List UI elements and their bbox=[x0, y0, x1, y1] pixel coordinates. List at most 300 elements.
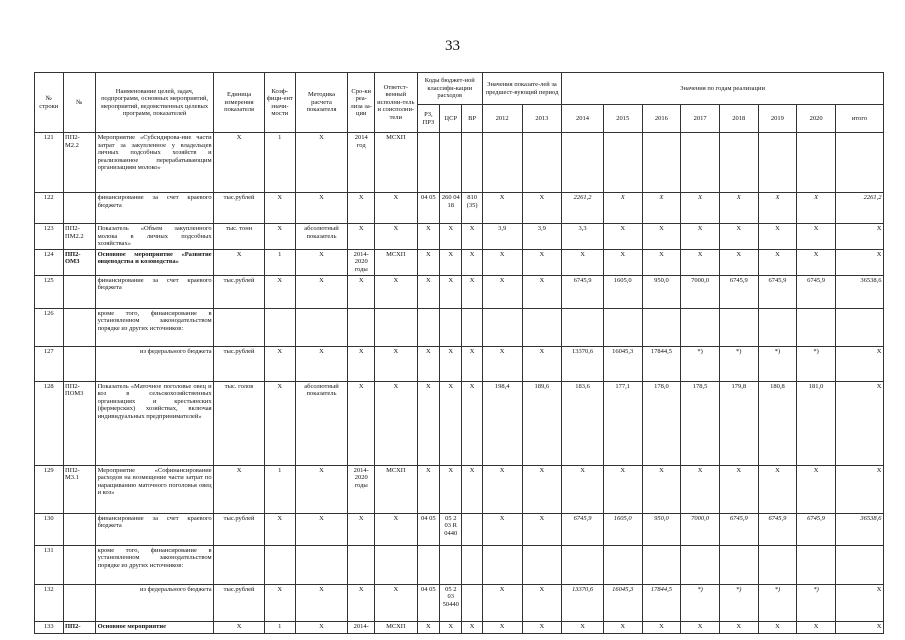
row-number-cell: 123 bbox=[35, 224, 64, 250]
method-cell: X bbox=[295, 249, 348, 275]
year-value-cell bbox=[681, 308, 720, 346]
year-value-cell: X bbox=[758, 224, 797, 250]
method-cell bbox=[295, 545, 348, 584]
term-cell: 2014 год bbox=[348, 133, 374, 193]
prev-value-cell bbox=[522, 133, 562, 193]
year-value-cell: 17844,5 bbox=[642, 346, 681, 381]
table-row bbox=[35, 275, 884, 308]
header-year: 2018 bbox=[719, 105, 758, 133]
prev-value-cell bbox=[482, 133, 522, 193]
vr-cell bbox=[462, 308, 482, 346]
coefficient-cell: X bbox=[265, 224, 296, 250]
year-value-cell: 177,1 bbox=[603, 381, 642, 465]
executor-cell: МСХП bbox=[374, 465, 417, 513]
year-value-cell: 1605,0 bbox=[603, 513, 642, 545]
header-csr: ЦСР bbox=[440, 105, 462, 133]
prev-value-cell bbox=[482, 545, 522, 584]
item-code-cell bbox=[63, 346, 96, 381]
method-cell: X bbox=[295, 275, 348, 308]
prev-value-cell: X bbox=[522, 621, 562, 633]
table-row bbox=[35, 249, 884, 275]
term-cell: 2014-2020 годы bbox=[348, 249, 374, 275]
prev-value-cell bbox=[482, 308, 522, 346]
table-row bbox=[35, 621, 884, 633]
unit-cell: X bbox=[214, 133, 265, 193]
rz-cell bbox=[417, 545, 439, 584]
header-year: 2012 bbox=[482, 105, 522, 133]
year-value-cell: X bbox=[681, 621, 720, 633]
year-value-cell: 16045,3 bbox=[603, 584, 642, 621]
coefficient-cell: X bbox=[265, 275, 296, 308]
header-coefficient: Коэф-фици-ент значи-мости bbox=[265, 73, 296, 133]
prev-value-cell: X bbox=[482, 584, 522, 621]
header-rz: РЗ, ПРЗ bbox=[417, 105, 439, 133]
unit-cell: тыс.рублей bbox=[214, 513, 265, 545]
row-number-cell: 124 bbox=[35, 249, 64, 275]
year-value-cell: 183,6 bbox=[562, 381, 604, 465]
prev-value-cell: X bbox=[522, 465, 562, 513]
vr-cell: X bbox=[462, 346, 482, 381]
prev-value-cell: X bbox=[482, 621, 522, 633]
year-value-cell bbox=[719, 545, 758, 584]
term-cell: X bbox=[348, 224, 374, 250]
row-number-cell: 129 bbox=[35, 465, 64, 513]
year-value-cell: X bbox=[603, 465, 642, 513]
executor-cell: X bbox=[374, 346, 417, 381]
vr-cell bbox=[462, 133, 482, 193]
year-value-cell: 6745,9 bbox=[797, 513, 836, 545]
total-value-cell: 36538,6 bbox=[835, 513, 883, 545]
table-row bbox=[35, 308, 884, 346]
table-row bbox=[35, 346, 884, 381]
year-value-cell: X bbox=[758, 193, 797, 224]
vr-cell: X bbox=[462, 224, 482, 250]
row-number-cell: 126 bbox=[35, 308, 64, 346]
year-value-cell: *) bbox=[758, 346, 797, 381]
item-code-cell bbox=[63, 584, 96, 621]
year-value-cell bbox=[797, 308, 836, 346]
coefficient-cell: 1 bbox=[265, 249, 296, 275]
header-vr: ВР bbox=[462, 105, 482, 133]
item-name-cell: из федерального бюджета bbox=[96, 584, 214, 621]
year-value-cell: X bbox=[642, 224, 681, 250]
header-prev-period: Значения показате-лей за предшест-вующий период bbox=[482, 73, 561, 105]
total-value-cell: X bbox=[835, 346, 883, 381]
year-value-cell: X bbox=[603, 193, 642, 224]
total-value-cell: X bbox=[835, 381, 883, 465]
rz-cell bbox=[417, 133, 439, 193]
year-value-cell: 6745,9 bbox=[719, 513, 758, 545]
total-value-cell: 2261,2 bbox=[835, 193, 883, 224]
executor-cell: X bbox=[374, 381, 417, 465]
year-value-cell bbox=[758, 308, 797, 346]
csr-cell: X bbox=[440, 275, 462, 308]
unit-cell: тыс.рублей bbox=[214, 346, 265, 381]
header-method: Методика расчета показателя bbox=[295, 73, 348, 133]
year-value-cell bbox=[562, 133, 604, 193]
year-value-cell bbox=[603, 308, 642, 346]
prev-value-cell: X bbox=[482, 346, 522, 381]
vr-cell bbox=[462, 545, 482, 584]
term-cell: X bbox=[348, 346, 374, 381]
coefficient-cell: 1 bbox=[265, 465, 296, 513]
table-row bbox=[35, 513, 884, 545]
year-value-cell bbox=[719, 133, 758, 193]
term-cell bbox=[348, 545, 374, 584]
prev-value-cell: X bbox=[522, 513, 562, 545]
unit-cell: X bbox=[214, 465, 265, 513]
item-name-cell: финансирование за счет краевого бюджета bbox=[96, 275, 214, 308]
total-value-cell: X bbox=[835, 224, 883, 250]
total-value-cell: X bbox=[835, 249, 883, 275]
csr-cell: 05 2 03 50440 bbox=[440, 584, 462, 621]
program-indicators-table bbox=[34, 72, 884, 634]
year-value-cell: X bbox=[562, 465, 604, 513]
rz-cell: X bbox=[417, 621, 439, 633]
rz-cell: X bbox=[417, 381, 439, 465]
executor-cell bbox=[374, 545, 417, 584]
year-value-cell: 950,0 bbox=[642, 513, 681, 545]
year-value-cell: X bbox=[603, 249, 642, 275]
rz-cell: X bbox=[417, 346, 439, 381]
header-year: 2017 bbox=[681, 105, 720, 133]
total-value-cell: X bbox=[835, 465, 883, 513]
method-cell: X bbox=[295, 513, 348, 545]
method-cell: X bbox=[295, 621, 348, 633]
year-value-cell bbox=[719, 308, 758, 346]
vr-cell: X bbox=[462, 275, 482, 308]
term-cell: X bbox=[348, 584, 374, 621]
prev-value-cell: X bbox=[482, 193, 522, 224]
year-value-cell: *) bbox=[719, 346, 758, 381]
year-value-cell: *) bbox=[797, 584, 836, 621]
prev-value-cell: X bbox=[522, 275, 562, 308]
executor-cell: X bbox=[374, 584, 417, 621]
year-value-cell: X bbox=[642, 249, 681, 275]
header-year: 2015 bbox=[603, 105, 642, 133]
table-row bbox=[35, 545, 884, 584]
method-cell: X bbox=[295, 584, 348, 621]
coefficient-cell: X bbox=[265, 193, 296, 224]
year-value-cell bbox=[562, 545, 604, 584]
method-cell: X bbox=[295, 133, 348, 193]
year-value-cell: X bbox=[681, 465, 720, 513]
item-name-cell: Мероприятие «Софинансирование расходов на возмещение части затрат по наращиванию маточного поголовья овец и коз» bbox=[96, 465, 214, 513]
total-value-cell bbox=[835, 308, 883, 346]
header-year: 2014 bbox=[562, 105, 604, 133]
item-code-cell bbox=[63, 193, 96, 224]
prev-value-cell: 3,9 bbox=[522, 224, 562, 250]
header-executor: Ответст-венный исполни-тель и соисполни-тели bbox=[374, 73, 417, 133]
item-name-cell: финансирование за счет краевого бюджета bbox=[96, 193, 214, 224]
row-number-cell: 125 bbox=[35, 275, 64, 308]
coefficient-cell: X bbox=[265, 513, 296, 545]
term-cell bbox=[348, 308, 374, 346]
executor-cell: МСХП bbox=[374, 249, 417, 275]
unit-cell: тыс.рублей bbox=[214, 193, 265, 224]
year-value-cell: X bbox=[681, 224, 720, 250]
year-value-cell: 2261,2 bbox=[562, 193, 604, 224]
term-cell: X bbox=[348, 193, 374, 224]
method-cell bbox=[295, 308, 348, 346]
coefficient-cell: 1 bbox=[265, 621, 296, 633]
year-value-cell: X bbox=[758, 621, 797, 633]
unit-cell bbox=[214, 308, 265, 346]
method-cell: X bbox=[295, 346, 348, 381]
year-value-cell: 6745,9 bbox=[758, 275, 797, 308]
rz-cell: 04 05 bbox=[417, 193, 439, 224]
year-value-cell: 180,8 bbox=[758, 381, 797, 465]
vr-cell bbox=[462, 584, 482, 621]
unit-cell: X bbox=[214, 621, 265, 633]
csr-cell: X bbox=[440, 465, 462, 513]
csr-cell: X bbox=[440, 381, 462, 465]
prev-value-cell: X bbox=[522, 193, 562, 224]
coefficient-cell bbox=[265, 545, 296, 584]
total-value-cell bbox=[835, 545, 883, 584]
row-number-cell: 122 bbox=[35, 193, 64, 224]
year-value-cell: 178,0 bbox=[642, 381, 681, 465]
total-value-cell: 36538,6 bbox=[835, 275, 883, 308]
prev-value-cell: X bbox=[482, 275, 522, 308]
coefficient-cell bbox=[265, 308, 296, 346]
item-name-cell: Основное мероприятие «Развитие овцеводства и козоводства» bbox=[96, 249, 214, 275]
prev-value-cell: X bbox=[482, 513, 522, 545]
vr-cell: 810 (35) bbox=[462, 193, 482, 224]
year-value-cell bbox=[603, 133, 642, 193]
term-cell: X bbox=[348, 275, 374, 308]
prev-value-cell bbox=[522, 308, 562, 346]
term-cell: X bbox=[348, 513, 374, 545]
row-number-cell: 133 bbox=[35, 621, 64, 633]
year-value-cell: *) bbox=[797, 346, 836, 381]
executor-cell: X bbox=[374, 275, 417, 308]
vr-cell: X bbox=[462, 621, 482, 633]
item-code-cell: ПП2-М3.1 bbox=[63, 465, 96, 513]
year-value-cell bbox=[603, 545, 642, 584]
item-name-cell: кроме того, финансирование в установленном законодательством порядке из других источников: bbox=[96, 308, 214, 346]
term-cell: 2014-2020 годы bbox=[348, 465, 374, 513]
item-code-cell: ПП2-ОМ3 bbox=[63, 249, 96, 275]
header-unit: Единица измерения показателя bbox=[214, 73, 265, 133]
table-row bbox=[35, 133, 884, 193]
row-number-cell: 130 bbox=[35, 513, 64, 545]
term-cell: X bbox=[348, 381, 374, 465]
coefficient-cell: X bbox=[265, 346, 296, 381]
vr-cell bbox=[462, 513, 482, 545]
year-value-cell: X bbox=[797, 193, 836, 224]
item-name-cell: Основное мероприятие bbox=[96, 621, 214, 633]
rz-cell: 04 05 bbox=[417, 584, 439, 621]
prev-value-cell: X bbox=[522, 584, 562, 621]
year-value-cell: X bbox=[797, 249, 836, 275]
year-value-cell: 17844,5 bbox=[642, 584, 681, 621]
year-value-cell: X bbox=[603, 224, 642, 250]
year-value-cell: *) bbox=[758, 584, 797, 621]
table-header bbox=[35, 73, 884, 133]
year-value-cell: 181,0 bbox=[797, 381, 836, 465]
item-name-cell: финансирование за счет краевого бюджета bbox=[96, 513, 214, 545]
year-value-cell: X bbox=[681, 193, 720, 224]
year-value-cell bbox=[797, 545, 836, 584]
coefficient-cell: X bbox=[265, 381, 296, 465]
year-value-cell bbox=[797, 133, 836, 193]
header-year: 2013 bbox=[522, 105, 562, 133]
table-row bbox=[35, 224, 884, 250]
year-value-cell bbox=[681, 133, 720, 193]
csr-cell: 260 04 18 bbox=[440, 193, 462, 224]
item-code-cell: ПП2- bbox=[63, 621, 96, 633]
year-value-cell: X bbox=[642, 465, 681, 513]
header-name: Наименование целей, задач, подпрограмм, основных мероприятий, мероприятий, ведомственных целевых программ, показателей bbox=[96, 73, 214, 133]
item-name-cell: из федерального бюджета bbox=[96, 346, 214, 381]
year-value-cell: X bbox=[797, 224, 836, 250]
item-code-cell: ПП2-ПМ2.2 bbox=[63, 224, 96, 250]
header-by-years: Значения по годам реализации bbox=[562, 73, 884, 105]
prev-value-cell: 189,6 bbox=[522, 381, 562, 465]
year-value-cell bbox=[642, 308, 681, 346]
vr-cell: X bbox=[462, 381, 482, 465]
header-term: Сро-ки реа-лиза за-ции bbox=[348, 73, 374, 133]
executor-cell: МСХП bbox=[374, 133, 417, 193]
item-name-cell: Мероприятие «Субсидирова-ние части затрат за закупленное у владельцев личных подсобных хозяйств и реализованное перерабатывающим организациям молоко» bbox=[96, 133, 214, 193]
year-value-cell: X bbox=[758, 249, 797, 275]
year-value-cell: X bbox=[719, 249, 758, 275]
page-number: 33 bbox=[445, 38, 460, 54]
year-value-cell: X bbox=[603, 621, 642, 633]
header-budget-codes: Коды бюджет-ной классифи-кации расходов bbox=[417, 73, 482, 105]
item-code-cell bbox=[63, 545, 96, 584]
unit-cell: X bbox=[214, 249, 265, 275]
item-name-cell: кроме того, финансирование в установленном законодательством порядке из других источников: bbox=[96, 545, 214, 584]
year-value-cell: 950,0 bbox=[642, 275, 681, 308]
executor-cell: X bbox=[374, 513, 417, 545]
table-row bbox=[35, 381, 884, 465]
rz-cell: X bbox=[417, 465, 439, 513]
item-code-cell bbox=[63, 308, 96, 346]
header-year: 2019 bbox=[758, 105, 797, 133]
method-cell: абсолютный показатель bbox=[295, 224, 348, 250]
method-cell: X bbox=[295, 465, 348, 513]
rz-cell: X bbox=[417, 224, 439, 250]
year-value-cell: X bbox=[562, 249, 604, 275]
prev-value-cell bbox=[522, 545, 562, 584]
item-code-cell: ПП2-ПОМ3 bbox=[63, 381, 96, 465]
unit-cell: тыс.рублей bbox=[214, 275, 265, 308]
year-value-cell: X bbox=[719, 621, 758, 633]
item-code-cell: ПП2-М2.2 bbox=[63, 133, 96, 193]
executor-cell: X bbox=[374, 193, 417, 224]
year-value-cell bbox=[758, 545, 797, 584]
unit-cell: тыс. голов bbox=[214, 381, 265, 465]
table-row bbox=[35, 584, 884, 621]
vr-cell: X bbox=[462, 249, 482, 275]
year-value-cell: X bbox=[719, 224, 758, 250]
prev-value-cell: X bbox=[482, 249, 522, 275]
coefficient-cell: 1 bbox=[265, 133, 296, 193]
year-value-cell: X bbox=[719, 465, 758, 513]
header-row-number: № строки bbox=[35, 73, 64, 133]
coefficient-cell: X bbox=[265, 584, 296, 621]
executor-cell: X bbox=[374, 224, 417, 250]
term-cell: 2014- bbox=[348, 621, 374, 633]
row-number-cell: 121 bbox=[35, 133, 64, 193]
row-number-cell: 132 bbox=[35, 584, 64, 621]
total-value-cell: X bbox=[835, 584, 883, 621]
csr-cell: X bbox=[440, 224, 462, 250]
rz-cell: X bbox=[417, 275, 439, 308]
total-value-cell bbox=[835, 133, 883, 193]
year-value-cell: 13370,6 bbox=[562, 584, 604, 621]
header-year: 2020 bbox=[797, 105, 836, 133]
row-number-cell: 128 bbox=[35, 381, 64, 465]
year-value-cell: 6745,9 bbox=[562, 275, 604, 308]
method-cell: X bbox=[295, 193, 348, 224]
year-value-cell: X bbox=[758, 465, 797, 513]
row-number-cell: 127 bbox=[35, 346, 64, 381]
rz-cell: X bbox=[417, 249, 439, 275]
csr-cell bbox=[440, 308, 462, 346]
prev-value-cell: X bbox=[522, 346, 562, 381]
header-number: № bbox=[63, 73, 96, 133]
unit-cell: тыс. тонн bbox=[214, 224, 265, 250]
csr-cell bbox=[440, 545, 462, 584]
year-value-cell bbox=[681, 545, 720, 584]
year-value-cell: 13370,6 bbox=[562, 346, 604, 381]
csr-cell: 05 2 03 R 0440 bbox=[440, 513, 462, 545]
year-value-cell: 3,3 bbox=[562, 224, 604, 250]
vr-cell: X bbox=[462, 465, 482, 513]
executor-cell bbox=[374, 308, 417, 346]
year-value-cell: X bbox=[642, 621, 681, 633]
rz-cell: 04 05 bbox=[417, 513, 439, 545]
header-year: 2016 bbox=[642, 105, 681, 133]
item-name-cell: Показатель «Маточное поголовье овец и коз в сельскохозяйственных организациях и крестьянских (фермерских) хозяйствах, включая индивидуальных предпринимателей» bbox=[96, 381, 214, 465]
csr-cell: X bbox=[440, 346, 462, 381]
year-value-cell: X bbox=[681, 249, 720, 275]
year-value-cell: 16045,3 bbox=[603, 346, 642, 381]
rz-cell bbox=[417, 308, 439, 346]
year-value-cell bbox=[758, 133, 797, 193]
table-row bbox=[35, 193, 884, 224]
year-value-cell bbox=[562, 308, 604, 346]
year-value-cell: X bbox=[797, 621, 836, 633]
year-value-cell: X bbox=[797, 465, 836, 513]
prev-value-cell: 3,9 bbox=[482, 224, 522, 250]
year-value-cell: X bbox=[562, 621, 604, 633]
year-value-cell: 6745,9 bbox=[562, 513, 604, 545]
year-value-cell: 6745,9 bbox=[758, 513, 797, 545]
year-value-cell: 1605,0 bbox=[603, 275, 642, 308]
year-value-cell: X bbox=[642, 193, 681, 224]
year-value-cell: 179,8 bbox=[719, 381, 758, 465]
year-value-cell: 178,5 bbox=[681, 381, 720, 465]
prev-value-cell: X bbox=[482, 465, 522, 513]
method-cell: абсолютный показатель bbox=[295, 381, 348, 465]
csr-cell: X bbox=[440, 621, 462, 633]
year-value-cell: *) bbox=[681, 584, 720, 621]
year-value-cell: 7000,0 bbox=[681, 275, 720, 308]
year-value-cell bbox=[642, 133, 681, 193]
year-value-cell: *) bbox=[719, 584, 758, 621]
executor-cell: МСХП bbox=[374, 621, 417, 633]
unit-cell bbox=[214, 545, 265, 584]
year-value-cell bbox=[642, 545, 681, 584]
year-value-cell: X bbox=[719, 193, 758, 224]
csr-cell: X bbox=[440, 249, 462, 275]
unit-cell: тыс.рублей bbox=[214, 584, 265, 621]
prev-value-cell: 198,4 bbox=[482, 381, 522, 465]
